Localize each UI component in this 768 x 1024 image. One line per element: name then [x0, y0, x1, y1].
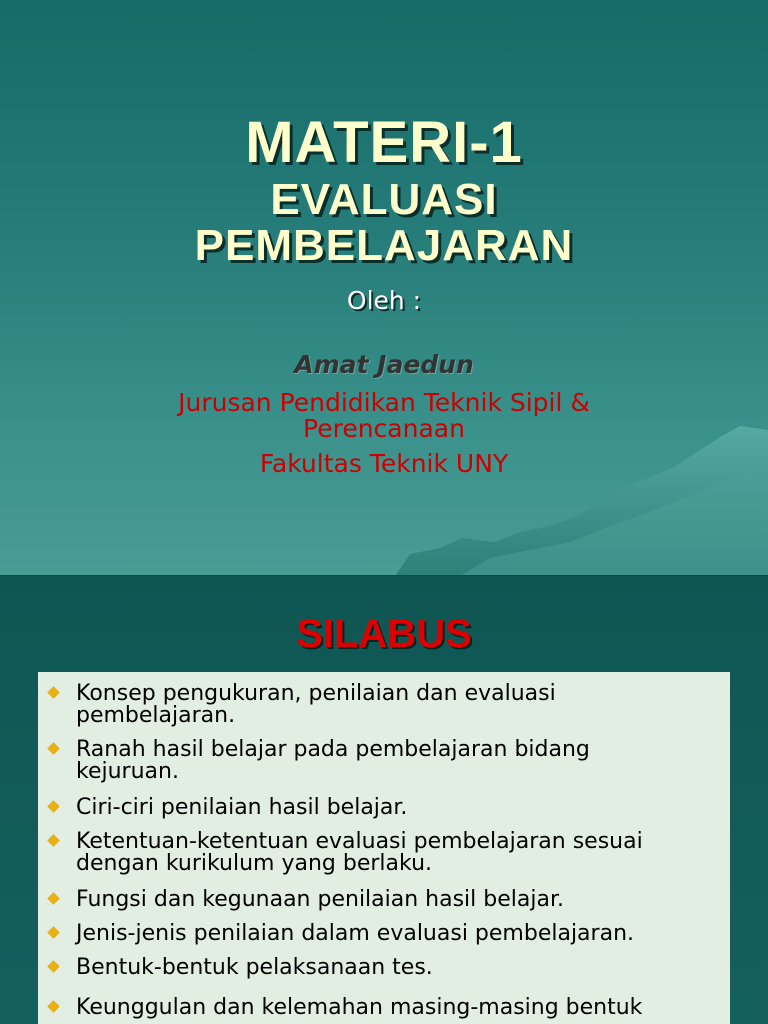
by-label: Oleh : [346, 286, 422, 315]
list-item-text-line1: Ranah hasil belajar pada pembelajaran bidang [76, 737, 590, 762]
affiliation-line-1: Jurusan Pendidikan Teknik Sipil & [178, 388, 590, 417]
diamond-bullet-icon [47, 742, 60, 755]
list-item-text-line2: dengan kurikulum yang berlaku. [76, 851, 433, 876]
silabus-content-panel [38, 672, 730, 1024]
diamond-bullet-icon [47, 834, 60, 847]
subtitle-line-2: PEMBELAJARAN [194, 221, 574, 270]
diamond-bullet-icon [47, 960, 60, 973]
list-item-text-line2: kejuruan. [76, 759, 179, 784]
list-item-text-line1: Ciri-ciri penilaian hasil belajar. [76, 795, 408, 820]
diamond-bullet-icon [47, 892, 60, 905]
diamond-bullet-icon [47, 686, 60, 699]
diamond-bullet-icon [47, 800, 60, 813]
affiliation-line-2: Perencanaan [303, 414, 465, 443]
page-title: MATERI-1 [245, 110, 523, 175]
list-item-text-line1: Bentuk-bentuk pelaksanaan tes. [76, 955, 433, 980]
subtitle-line-1: EVALUASI [270, 175, 498, 224]
diamond-bullet-icon [47, 1000, 60, 1013]
silabus-title: SILABUS [296, 612, 472, 656]
list-item-text-line2: pembelajaran. [76, 703, 236, 728]
list-item-text-line1: Fungsi dan kegunaan penilaian hasil belajar. [76, 887, 564, 912]
author-name: Amat Jaedun [294, 350, 474, 379]
list-item-text-line1: Jenis-jenis penilaian dalam evaluasi pembelajaran. [76, 921, 635, 946]
diamond-bullet-icon [47, 926, 60, 939]
list-item-text-line1: Keunggulan dan kelemahan masing-masing bentuk [76, 995, 643, 1020]
affiliation-line-3: Fakultas Teknik UNY [259, 449, 509, 478]
list-item-text-line1: Konsep pengukuran, penilaian dan evaluasi [76, 681, 556, 706]
list-item-text-line1: Ketentuan-ketentuan evaluasi pembelajaran sesuai [76, 829, 643, 854]
